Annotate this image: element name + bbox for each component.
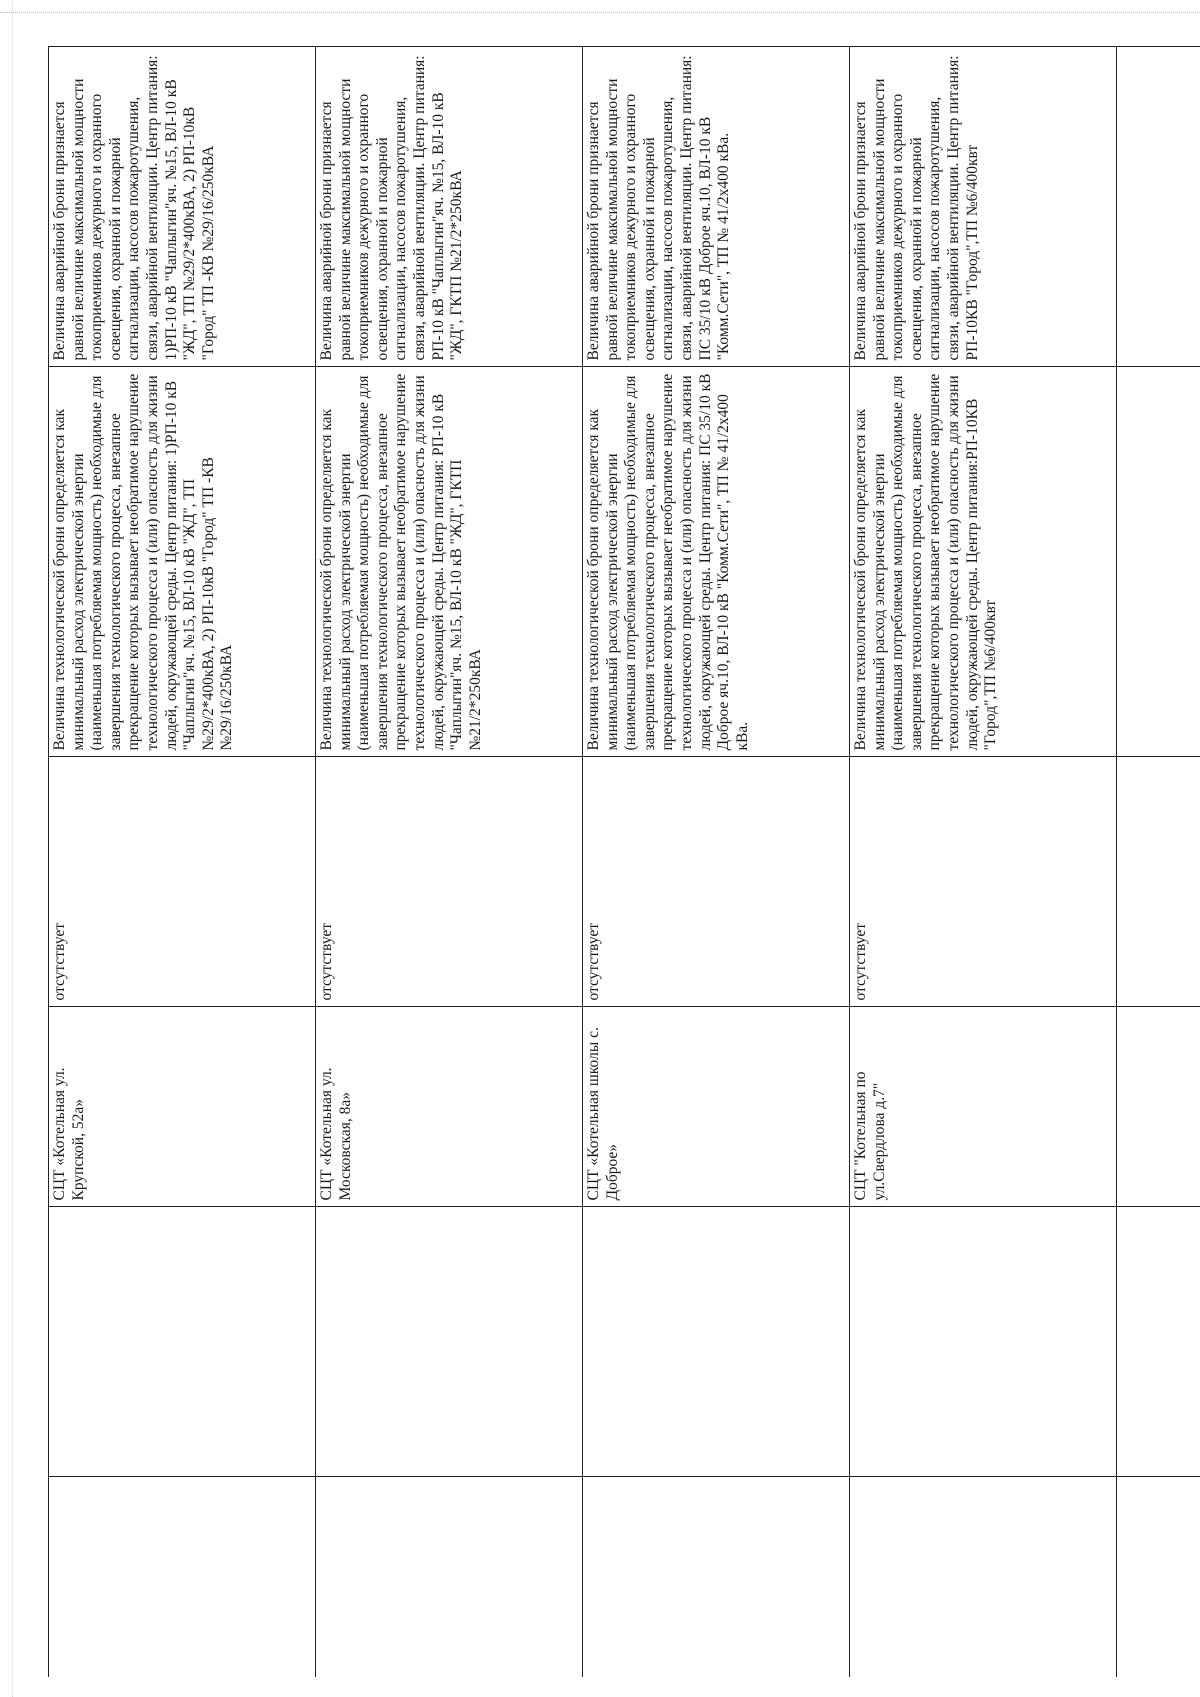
empty-cell	[1117, 1477, 1200, 1677]
empty-cell	[49, 1477, 316, 1677]
table-row	[316, 47, 583, 1677]
emergency-reserve-text: Величина аварийной брони признается равной величине максимальной мощности токоприемников дежурного и охранного освещения, охранной и пожарной сигнализации, насосов пожаротушения, связи, аварийной вентиляции. Центр питания: ПС 35/10 кВ Доброе яч.10, ВЛ-10 кВ "Комм.Сети", ТП № 41/2х400 кВа.	[585, 55, 733, 361]
tech-flag-cell	[49, 757, 316, 1007]
tech-reserve-cell	[850, 367, 1117, 757]
empty-cell	[49, 1207, 316, 1477]
empty-cell	[1117, 757, 1200, 1007]
empty-cell	[850, 1207, 1117, 1477]
scan-border-top	[0, 12, 1200, 13]
emergency-reserve-cell	[316, 47, 583, 367]
object-name: СЦТ «Котельная ул. Московская, 8а»	[318, 1067, 354, 1201]
tech-flag-cell	[316, 757, 583, 1007]
reserve-table	[48, 47, 1200, 1678]
rotated-table-container	[48, 47, 1200, 1677]
tech-reserve-text: Величина технологической брони определяется как минимальный расход электрической энергии (наименьшая потребляемая мощность) необходимые для завершения технологического процесса, внезапное прекращение которых вызывает необратимое нарушение технологического процесса и (или) опасность для жизни людей, окружающей среды. Центр питания:РП-10КВ "Город",ТП №6/400квт	[852, 373, 1000, 751]
empty-cell	[316, 1477, 583, 1677]
emergency-reserve-text: Величина аварийной брони признается равной величине максимальной мощности токоприемников дежурного и охранного освещения, охранной и пожарной сигнализации, насосов пожаротушения, связи, аварийной вентиляции. Центр питания: РП-10 кВ "Чаплыгин"яч. №15, ВЛ-10 кВ "ЖД", ГКТП №21/2*250кВА	[318, 55, 466, 361]
tech-reserve-cell	[316, 367, 583, 757]
tech-reserve-text: Величина технологической брони определяется как минимальный расход электрической энергии (наименьшая потребляемая мощность) необходимые для завершения технологического процесса, внезапное прекращение которых вызывает необратимое нарушение технологического процесса и (или) опасность для жизни людей, окружающей среды. Центр питания: 1)РП-10 кВ "Чаплыгин"яч. №15, ВЛ-10 кВ "ЖД", ТП №29/2*400кВА, 2) РП-10кВ "Город" ТП -КВ №29/16/250кВА	[51, 373, 236, 751]
tech-reserve-cell	[49, 367, 316, 757]
table-row	[850, 47, 1117, 1677]
empty-cell	[583, 1477, 850, 1677]
object-name-cell	[850, 1007, 1117, 1207]
table-row	[49, 47, 316, 1677]
object-name: СЦТ «Котельная школы с. Доброе»	[585, 1027, 621, 1201]
emergency-reserve-cell	[583, 47, 850, 367]
table-row	[583, 47, 850, 1677]
object-name-cell	[583, 1007, 850, 1207]
object-name: СЦТ "Котельная по ул.Свердлова д.7"	[852, 1071, 888, 1201]
tech-reserve-cell	[583, 367, 850, 757]
tech-reserve-flag: отсутствует	[51, 922, 68, 1001]
scan-border-left	[12, 0, 13, 1697]
empty-cell	[1117, 367, 1200, 757]
tech-reserve-flag: отсутствует	[318, 922, 335, 1001]
tech-flag-cell	[850, 757, 1117, 1007]
empty-cell	[850, 1477, 1117, 1677]
emergency-reserve-text: Величина аварийной брони признается равной величине максимальной мощности токоприемников дежурного и охранного освещения, охранной и пожарной сигнализации, насосов пожаротушения, связи, аварийной вентиляции. Центр питания: 1)РП-10 кВ "Чаплыгин"яч. №15, ВЛ-10 кВ "ЖД", ТП №29/2*400кВА, 2) РП-10кВ "Город" ТП -КВ №29/16/250кВА	[51, 55, 217, 361]
emergency-reserve-cell	[49, 47, 316, 367]
object-name-cell	[316, 1007, 583, 1207]
object-name: СЦТ «Котельная ул. Крупской, 52а»	[51, 1067, 87, 1201]
table-row-empty	[1117, 47, 1200, 1677]
empty-cell	[1117, 1207, 1200, 1477]
tech-flag-cell	[583, 757, 850, 1007]
empty-cell	[316, 1207, 583, 1477]
empty-cell	[583, 1207, 850, 1477]
tech-reserve-flag: отсутствует	[852, 922, 869, 1001]
emergency-reserve-text: Величина аварийной брони признается равной величине максимальной мощности токоприемников дежурного и охранного освещения, охранной и пожарной сигнализации, насосов пожаротушения, связи, аварийной вентиляции. Центр питания: РП-10КВ "Город",ТП №6/400квт	[852, 55, 981, 361]
object-name-cell	[49, 1007, 316, 1207]
tech-reserve-text: Величина технологической брони определяется как минимальный расход электрической энергии (наименьшая потребляемая мощность) необходимые для завершения технологического процесса, внезапное прекращение которых вызывает необратимое нарушение технологического процесса и (или) опасность для жизни людей, окружающей среды. Центр питания: ПС 35/10 кВ Доброе яч.10, ВЛ-10 кВ "Комм.Сети", ТП № 41/2х400 кВа.	[585, 373, 751, 751]
emergency-reserve-cell	[850, 47, 1117, 367]
empty-cell	[1117, 47, 1200, 367]
tech-reserve-flag: отсутствует	[585, 922, 602, 1001]
tech-reserve-text: Величина технологической брони определяется как минимальный расход электрической энергии (наименьшая потребляемая мощность) необходимые для завершения технологического процесса, внезапное прекращение которых вызывает необратимое нарушение технологического процесса и (или) опасность для жизни людей, окружающей среды. Центр питания: РП-10 кВ "Чаплыгин"яч. №15, ВЛ-10 кВ "ЖД", ГКТП №21/2*250кВА	[318, 373, 484, 751]
empty-cell	[1117, 1007, 1200, 1207]
